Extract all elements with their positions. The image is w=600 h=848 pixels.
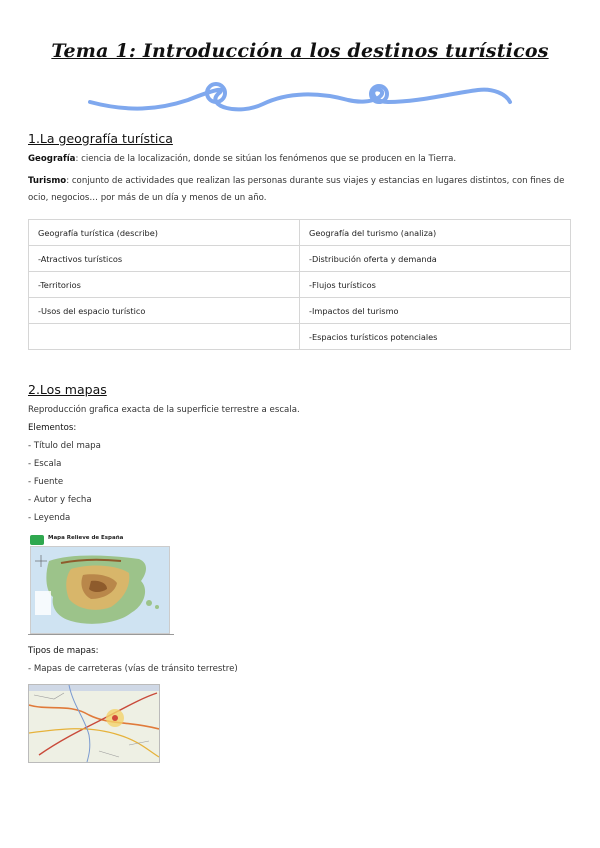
- table-header-cell: Geografía turística (describe): [29, 220, 300, 246]
- road-map-image: [28, 684, 160, 763]
- geografia-table: [28, 219, 571, 350]
- list-item: - Autor y fecha: [28, 495, 92, 505]
- decorative-wave: [88, 80, 513, 124]
- map-legend-swatch: [30, 535, 44, 545]
- table-row: [29, 298, 571, 324]
- table-row: [29, 272, 571, 298]
- map-types-label: Tipos de mapas:: [28, 646, 99, 656]
- map-divider: [28, 634, 174, 635]
- paragraph-geografia: [28, 151, 573, 168]
- table-header-cell: Geografía del turismo (analiza): [300, 220, 571, 246]
- def-geografia: : ciencia de la localización, donde se sitúan los fenómenos que se producen en la Tierra.: [75, 154, 457, 164]
- def-turismo: : conjunto de actividades que realizan las personas durante sus viajes y estancias en lugares distintos, con fines de ocio, negocios… por más de un día y menos de un año.: [28, 176, 565, 203]
- term-geografia: Geografía: [28, 154, 76, 164]
- table-cell: -Atractivos turísticos: [29, 246, 300, 272]
- list-item: - Título del mapa: [28, 441, 101, 451]
- section-heading-mapas: 2.Los mapas: [28, 382, 107, 397]
- page-title: Tema 1: Introducción a los destinos turísticos: [51, 40, 549, 62]
- list-item: - Escala: [28, 459, 62, 469]
- paragraph-mapas-definition: Reproducción grafica exacta de la superficie terrestre a escala.: [28, 405, 300, 415]
- elements-label: Elementos:: [28, 423, 77, 433]
- table-cell: -Flujos turísticos: [300, 272, 571, 298]
- relief-map-image: [30, 546, 170, 634]
- paragraph-turismo: [28, 173, 578, 207]
- table-cell: -Territorios: [29, 272, 300, 298]
- table-header-row: [29, 220, 571, 246]
- table-row: [29, 246, 571, 272]
- table-cell: -Espacios turísticos potenciales: [300, 324, 571, 350]
- list-item: - Mapas de carreteras (vías de tránsito terrestre): [28, 664, 238, 674]
- table-row: [29, 324, 571, 350]
- map-caption: Mapa Relieve de España: [48, 535, 124, 541]
- table-cell: [29, 324, 300, 350]
- table-cell: -Usos del espacio turístico: [29, 298, 300, 324]
- list-item: - Fuente: [28, 477, 64, 487]
- table-cell: -Impactos del turismo: [300, 298, 571, 324]
- section-heading-geografia: 1.La geografía turística: [28, 131, 173, 146]
- term-turismo: Turismo: [28, 176, 67, 186]
- table-cell: -Distribución oferta y demanda: [300, 246, 571, 272]
- list-item: - Leyenda: [28, 513, 71, 523]
